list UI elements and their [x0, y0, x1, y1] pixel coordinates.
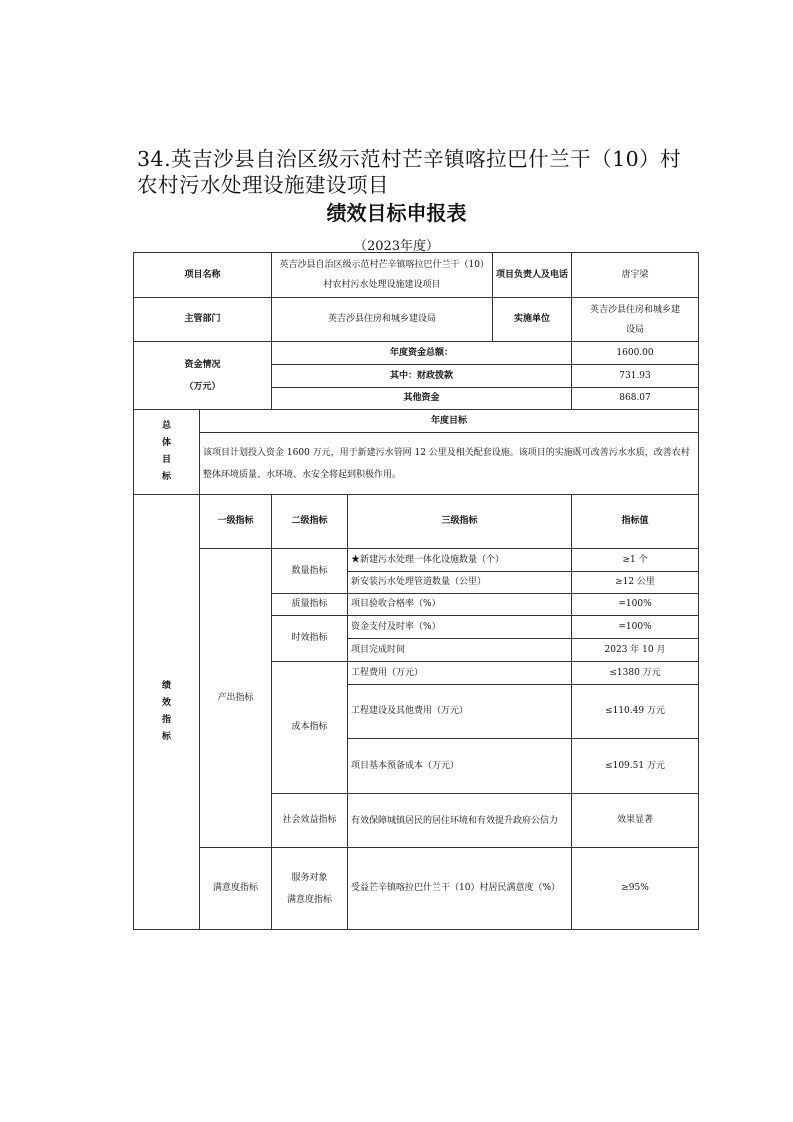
indicator-row-10-value: ≥95% — [572, 848, 699, 930]
form-title: 绩效目标申报表 — [326, 201, 467, 225]
funds-total-label: 年度资金总额： — [272, 342, 572, 365]
header-level2: 二级指标 — [272, 495, 348, 549]
indicator-row-10-name: 受益芒辛镇喀拉巴什兰干（10）村居民满意度（%） — [348, 848, 572, 930]
output-indicator-label: 产出指标 — [200, 549, 272, 848]
indicator-row-8-value: ≤109.51 万元 — [572, 739, 699, 794]
indicator-row-4-value: =100% — [572, 616, 699, 639]
funds-other-value: 868.07 — [572, 388, 699, 410]
indicator-char-4: 标 — [161, 732, 171, 742]
project-owner-label: 项目负责人及电话 — [493, 253, 572, 298]
header-value: 指标值 — [572, 495, 699, 549]
document-heading: 34.英吉沙县自治区级示范村芒辛镇喀拉巴什兰干（10）村农村污水处理设施建设项目 — [137, 147, 682, 197]
funds-fiscal-value: 731.93 — [572, 365, 699, 388]
indicator-row-3-name: 项目验收合格率（%） — [348, 594, 572, 616]
service-satisfaction-line1: 服务对象 — [291, 872, 328, 883]
indicator-row-2-value: ≥12 公里 — [572, 572, 699, 594]
social-benefit-indicator-label: 社会效益指标 — [272, 794, 348, 848]
indicator-char-2: 效 — [161, 698, 171, 708]
indicator-row-9-value: 效果显著 — [572, 794, 699, 848]
indicator-row-4-name: 资金支付及时率（%） — [348, 616, 572, 639]
project-name-value: 英吉沙县自治区级示范村芒辛镇喀拉巴什兰干（10）村农村污水处理设施建设项目 — [272, 253, 493, 298]
implementing-unit-value: 英吉沙县住房和城乡建设局 — [572, 298, 699, 342]
indicator-row-2-name: 新安装污水处理管道数量（公里） — [348, 572, 572, 594]
service-satisfaction-label — [272, 848, 348, 930]
quality-indicator-label: 质量指标 — [272, 594, 348, 616]
funds-label-line1: 资金情况 — [184, 359, 221, 370]
funds-total-value: 1600.00 — [572, 342, 699, 365]
form-year: （2023年度） — [353, 239, 440, 254]
performance-indicator-label — [134, 495, 200, 930]
header-level3: 三级指标 — [348, 495, 572, 549]
indicator-row-7-value: ≤110.49 万元 — [572, 685, 699, 739]
cost-indicator-label: 成本指标 — [272, 662, 348, 794]
indicator-char-1: 绩 — [161, 681, 171, 691]
annual-target-label: 年度目标 — [200, 410, 699, 433]
indicator-row-5-value: 2023 年 10 月 — [572, 639, 699, 662]
indicator-row-6-name: 工程费用（万元） — [348, 662, 572, 685]
indicator-row-8-name: 项目基本预备成本（万元） — [348, 739, 572, 794]
overall-char-4: 标 — [161, 472, 171, 482]
service-satisfaction-line2: 满意度指标 — [287, 894, 333, 905]
indicator-row-6-value: ≤1380 万元 — [572, 662, 699, 685]
project-name-label: 项目名称 — [134, 253, 272, 298]
performance-target-table — [133, 252, 699, 930]
department-label: 主管部门 — [134, 298, 272, 342]
annual-target-text: 该项目计划投入资金 1600 万元，用于新建污水管网 12 公里及相关配套设施。该项目的实施既可改善污水水质，改善农村整体环境质量、水环境、水安全将起到积极作用。 — [200, 433, 699, 495]
funds-fiscal-label: 其中：财政拨款 — [272, 365, 572, 388]
overall-target-label — [134, 410, 200, 495]
indicator-row-1-value: ≥1 个 — [572, 549, 699, 572]
funds-label — [134, 342, 272, 410]
department-value: 英吉沙县住房和城乡建设局 — [272, 298, 493, 342]
project-owner-value: 唐宇梁 — [572, 253, 699, 298]
indicator-char-3: 指 — [161, 715, 171, 725]
quantity-indicator-label: 数量指标 — [272, 549, 348, 594]
funds-other-label: 其他资金 — [272, 388, 572, 410]
funds-label-line2: （万元） — [184, 381, 221, 392]
timeliness-indicator-label: 时效指标 — [272, 616, 348, 662]
overall-char-1: 总 — [161, 421, 171, 431]
indicator-row-5-name: 项目完成时间 — [348, 639, 572, 662]
indicator-row-7-name: 工程建设及其他费用（万元） — [348, 685, 572, 739]
implementing-unit-label: 实施单位 — [493, 298, 572, 342]
indicator-row-3-value: =100% — [572, 594, 699, 616]
overall-char-3: 目 — [161, 455, 171, 465]
header-level1: 一级指标 — [200, 495, 272, 549]
overall-char-2: 体 — [161, 438, 171, 448]
satisfaction-indicator-label: 满意度指标 — [200, 848, 272, 930]
indicator-row-1-name: ★新建污水处理一体化设施数量（个） — [348, 549, 572, 572]
indicator-row-9-name: 有效保障城镇居民的居住环境和有效提升政府公信力 — [348, 794, 572, 848]
